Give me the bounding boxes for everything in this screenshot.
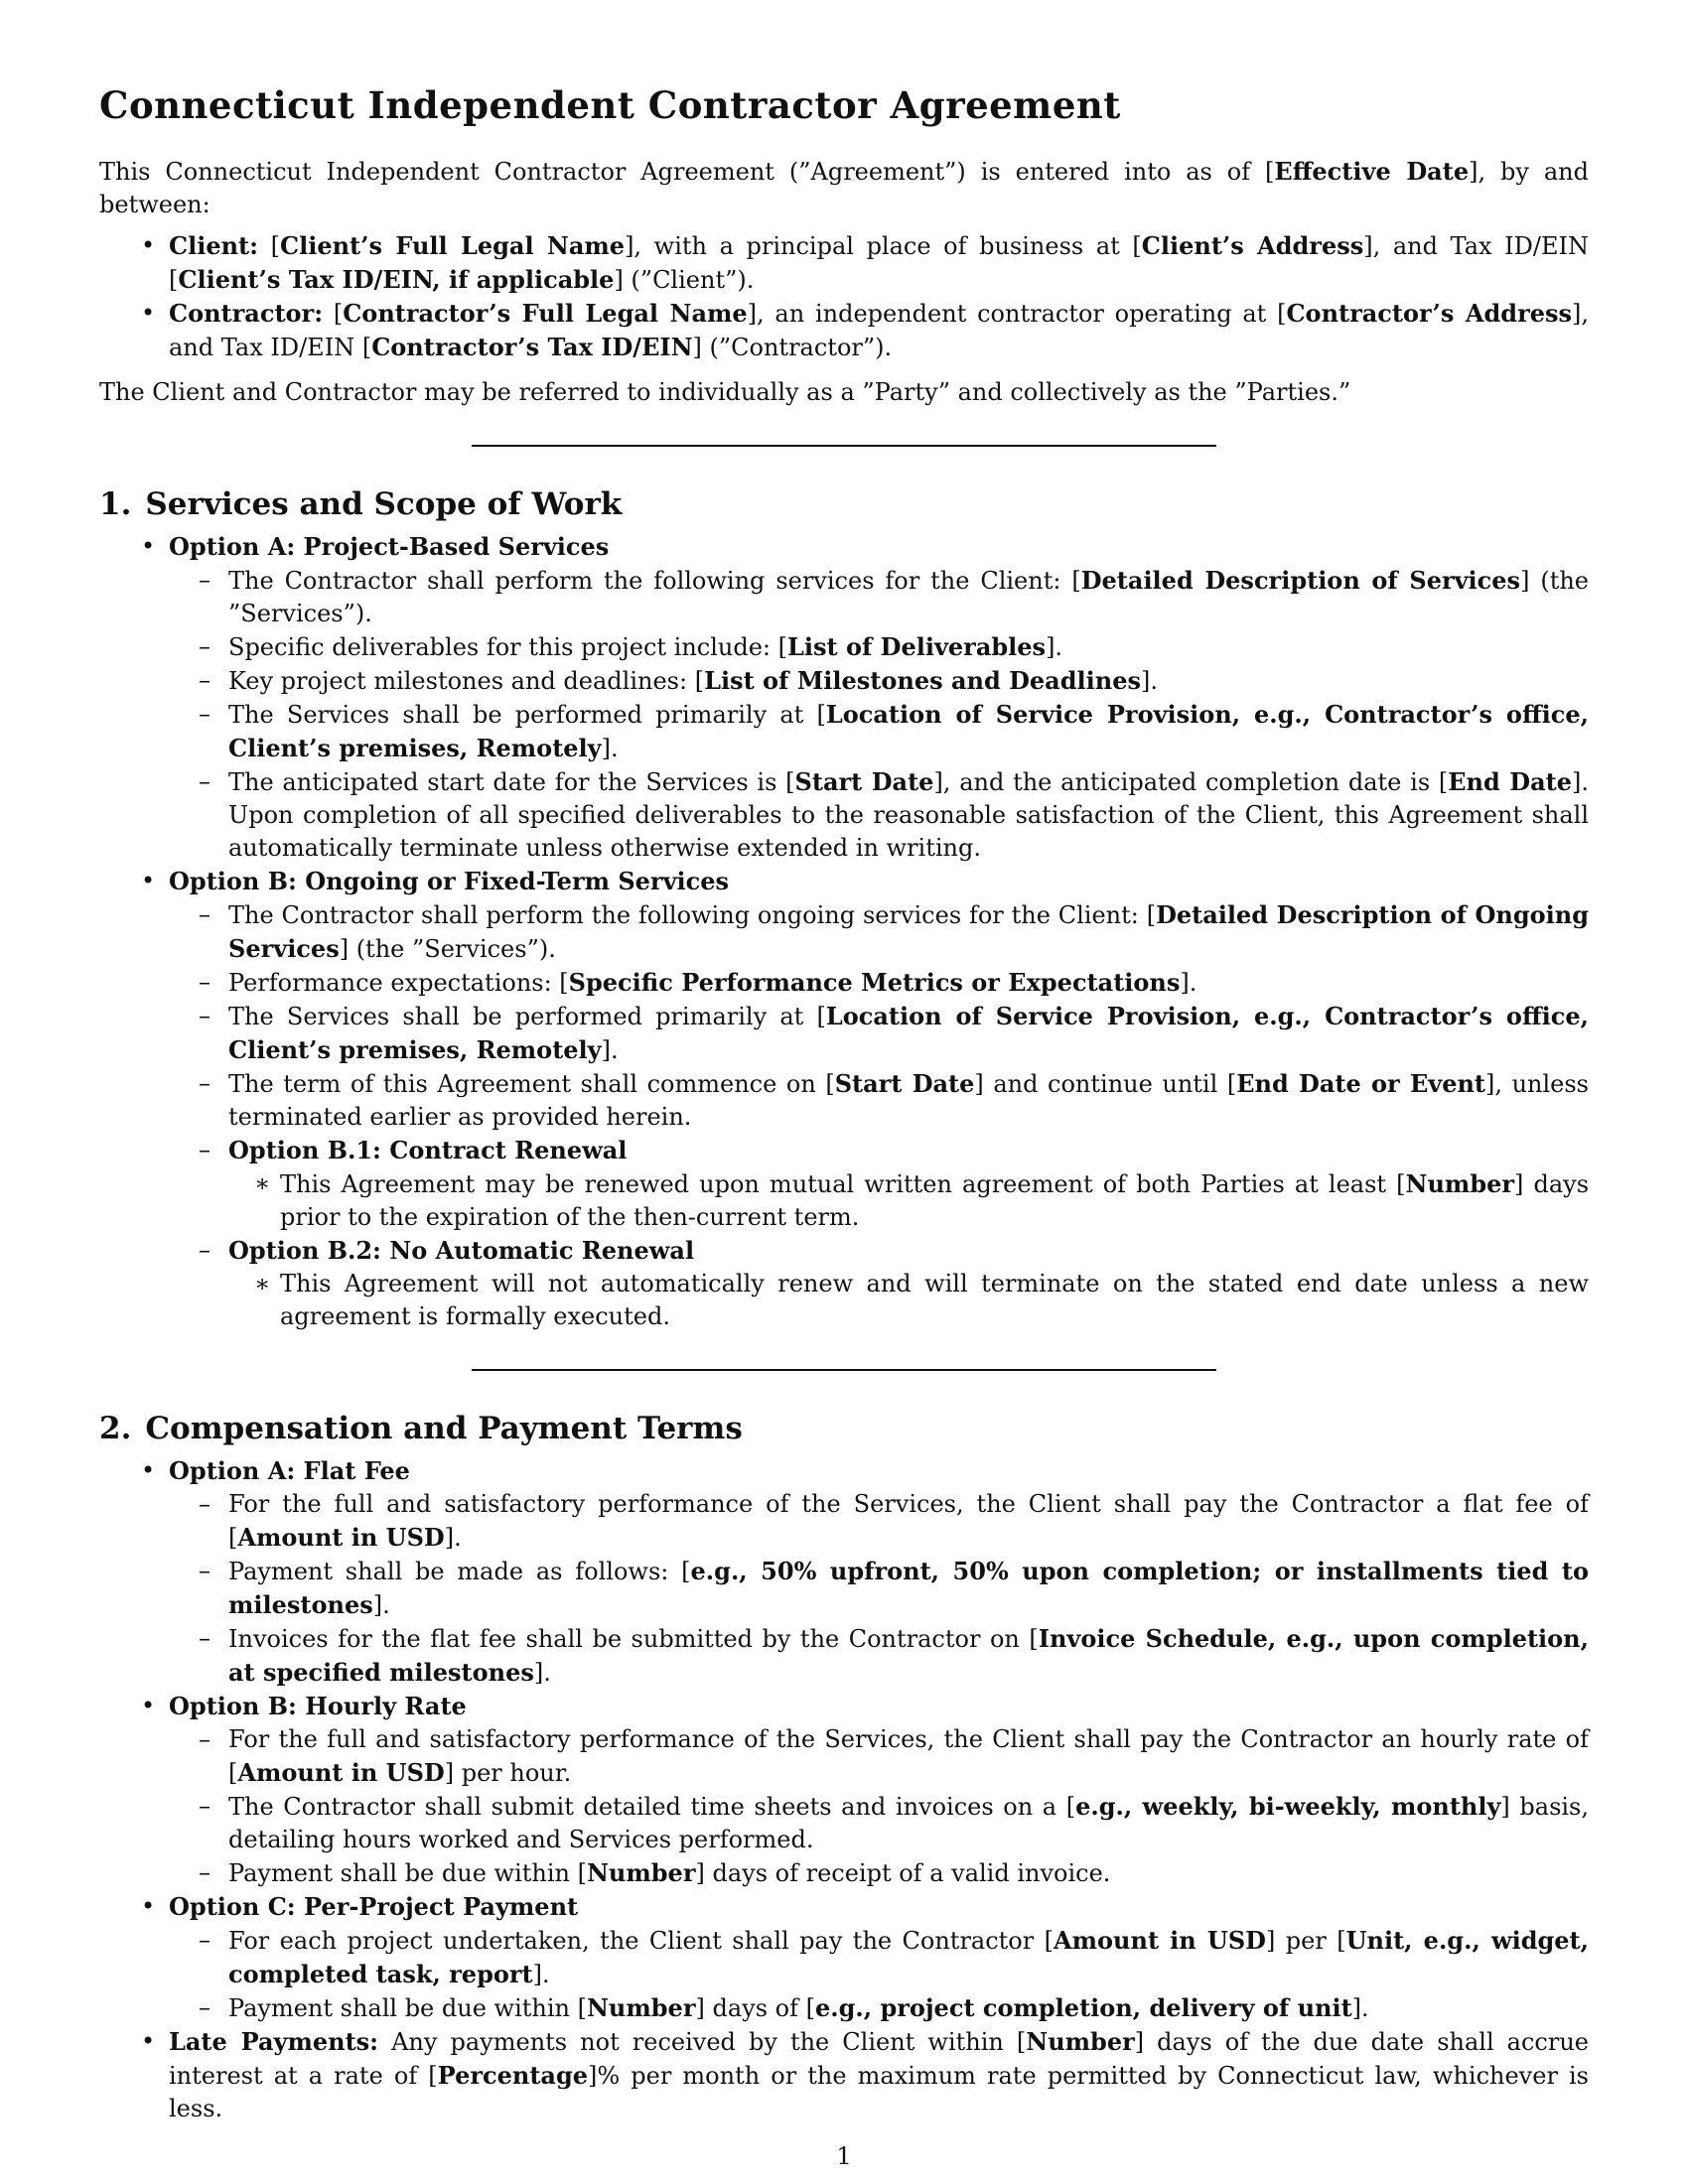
s1-option-b: • Option B: Ongoing or Fixed-Term Services – The Contractor shall perform the following ongoing services for the Client: [Detailed Description of Ongoing Services] (the ”Services”). – Performance expectations: [Specific Performance Metrics or Expectations]. – The Services shall be performed primarily at [Location of Service Provision, e.g., Contractor’s office, Client’s premises, Remotely]. – The term of this Agreement shall commence on [Start Date] and continue until [End Date or Event], unless terminated earlier as provided herein. – Option B.1: Contract Renewal ∗ This Agreement may be renewed upon mutual written agreement of both Parties at least [Number] days prior to the expiration of the then-current term. – Option B.2: No Automatic Renewal ∗ This Agreement will not automatically renew and will terminate on the stated end date unless a new agreement is formally executed. (99, 865, 1589, 1333)
list-item: – Specific deliverables for this project include: [List of Deliverables]. (169, 630, 1589, 664)
party-client: • Client: [Client’s Full Legal Name], with a principal place of business at [Client’s Address], and Tax ID/EIN [Client’s Tax ID/EIN, if applicable] (”Client”). (99, 229, 1589, 297)
parties-list (99, 229, 1589, 364)
document-title: Connecticut Independent Contractor Agreement (99, 83, 1121, 127)
party-contractor: • Contractor: [Contractor’s Full Legal Name], an independent contractor operating at [Contractor’s Address], and Tax ID/EIN [Contractor’s Tax ID/EIN] (”Contractor”). (99, 297, 1589, 364)
list-item: – For the full and satisfactory performance of the Services, the Client shall pay the Contractor an hourly rate of [Amount in USD] per hour. (169, 1723, 1589, 1790)
list-item: – Payment shall be due within [Number] days of [e.g., project completion, delivery of unit]. (169, 1991, 1589, 2025)
list-item: – The Contractor shall perform the following ongoing services for the Client: [Detailed Description of Ongoing Services] (the ”Services”). (169, 898, 1589, 966)
section-divider (472, 445, 1216, 447)
s2-late-payments: • Late Payments: Any payments not received by the Client within [Number] days of the due date shall accrue interest at a rate of [Percentage]% per month or the maximum rate permitted by Connecticut law, whichever is less. (99, 2025, 1589, 2125)
list-item: ∗ This Agreement will not automatically renew and will terminate on the stated end date unless a new agreement is formally executed. (228, 1268, 1589, 1333)
list-item: – For each project undertaken, the Client shall pay the Contractor [Amount in USD] per [Unit, e.g., widget, completed task, report]. (169, 1924, 1589, 1991)
document-page (99, 83, 1589, 2125)
list-item: – Payment shall be made as follows: [e.g., 50% upfront, 50% upon completion; or installments tied to milestones]. (169, 1555, 1589, 1622)
parties-definition: The Client and Contractor may be referred to individually as a ”Party” and collectively as the ”Parties.” (99, 378, 1351, 406)
list-item: – Performance expectations: [Specific Performance Metrics or Expectations]. (169, 966, 1589, 1000)
list-item: – The Contractor shall perform the following services for the Client: [Detailed Description of Services] (the ”Services”). (169, 564, 1589, 630)
list-item: – Payment shall be due within [Number] days of receipt of a valid invoice. (169, 1856, 1589, 1890)
s1-option-b2: – Option B.2: No Automatic Renewal ∗ This Agreement will not automatically renew and will terminate on the stated end date unless a new agreement is formally executed. (169, 1234, 1589, 1333)
s2-option-a: • Option A: Flat Fee – For the full and satisfactory performance of the Services, the Client shall pay the Contractor a flat fee of [Amount in USD]. – Payment shall be made as follows: [e.g., 50% upfront, 50% upon completion; or installments tied to milestones]. – Invoices for the flat fee shall be submitted by the Contractor on [Invoice Schedule, e.g., upon completion, at specified milestones]. (99, 1454, 1589, 1690)
list-item: – Invoices for the flat fee shall be submitted by the Contractor on [Invoice Schedule, e.g., upon completion, at specified milestones]. (169, 1622, 1589, 1690)
section-divider (472, 1369, 1216, 1371)
s2-option-b: • Option B: Hourly Rate – For the full and satisfactory performance of the Services, the Client shall pay the Contractor an hourly rate of [Amount in USD] per hour. – The Contractor shall submit detailed time sheets and invoices on a [e.g., weekly, bi-weekly, monthly] basis, detailing hours worked and Services performed. – Payment shall be due within [Number] days of receipt of a valid invoice. (99, 1690, 1589, 1890)
section-1-options (99, 530, 1589, 1333)
section-1-heading: 1. Services and Scope of Work (99, 486, 623, 522)
list-item: ∗ This Agreement may be renewed upon mutual written agreement of both Parties at least [Number] days prior to the expiration of the then-current term. (228, 1167, 1589, 1234)
s2-option-c: • Option C: Per-Project Payment – For each project undertaken, the Client shall pay the Contractor [Amount in USD] per [Unit, e.g., widget, completed task, report]. – Payment shall be due within [Number] days of [e.g., project completion, delivery of unit]. (99, 1890, 1589, 2025)
s1-option-a: • Option A: Project-Based Services – The Contractor shall perform the following services for the Client: [Detailed Description of Services] (the ”Services”). – Specific deliverables for this project include: [List of Deliverables]. – Key project milestones and deadlines: [List of Milestones and Deadlines]. – The Services shall be performed primarily at [Location of Service Provision, e.g., Contractor’s office, Client’s premises, Remotely]. – The anticipated start date for the Services is [Start Date], and the anticipated completion date is [End Date]. Upon completion of all specified deliverables to the reasonable satisfaction of the Client, this Agreement shall automatically terminate unless otherwise extended in writing. (99, 530, 1589, 865)
section-2-options (99, 1454, 1589, 2125)
list-item: – The anticipated start date for the Services is [Start Date], and the anticipated completion date is [End Date]. Upon completion of all specified deliverables to the reasonable satisfaction of the Client, this Agreement shall automatically terminate unless otherwise extended in writing. (169, 765, 1589, 865)
intro-paragraph: This Connecticut Independent Contractor Agreement (”Agreement”) is entered into as of [Effective Date], by and between: (99, 157, 1589, 218)
section-2-heading: 2. Compensation and Payment Terms (99, 1411, 743, 1446)
list-item: – The Contractor shall submit detailed time sheets and invoices on a [e.g., weekly, bi-weekly, monthly] basis, detailing hours worked and Services performed. (169, 1790, 1589, 1856)
page-number: 1 (836, 2142, 852, 2170)
list-item: – Key project milestones and deadlines: [List of Milestones and Deadlines]. (169, 664, 1589, 698)
s1-option-b1: – Option B.1: Contract Renewal ∗ This Agreement may be renewed upon mutual written agreement of both Parties at least [Number] days prior to the expiration of the then-current term. (169, 1134, 1589, 1234)
list-item: – The term of this Agreement shall commence on [Start Date] and continue until [End Date or Event], unless terminated earlier as provided herein. (169, 1067, 1589, 1134)
list-item: – The Services shall be performed primarily at [Location of Service Provision, e.g., Contractor’s office, Client’s premises, Remotely]. (169, 1000, 1589, 1067)
list-item: – The Services shall be performed primarily at [Location of Service Provision, e.g., Contractor’s office, Client’s premises, Remotely]. (169, 698, 1589, 765)
list-item: – For the full and satisfactory performance of the Services, the Client shall pay the Contractor a flat fee of [Amount in USD]. (169, 1488, 1589, 1555)
